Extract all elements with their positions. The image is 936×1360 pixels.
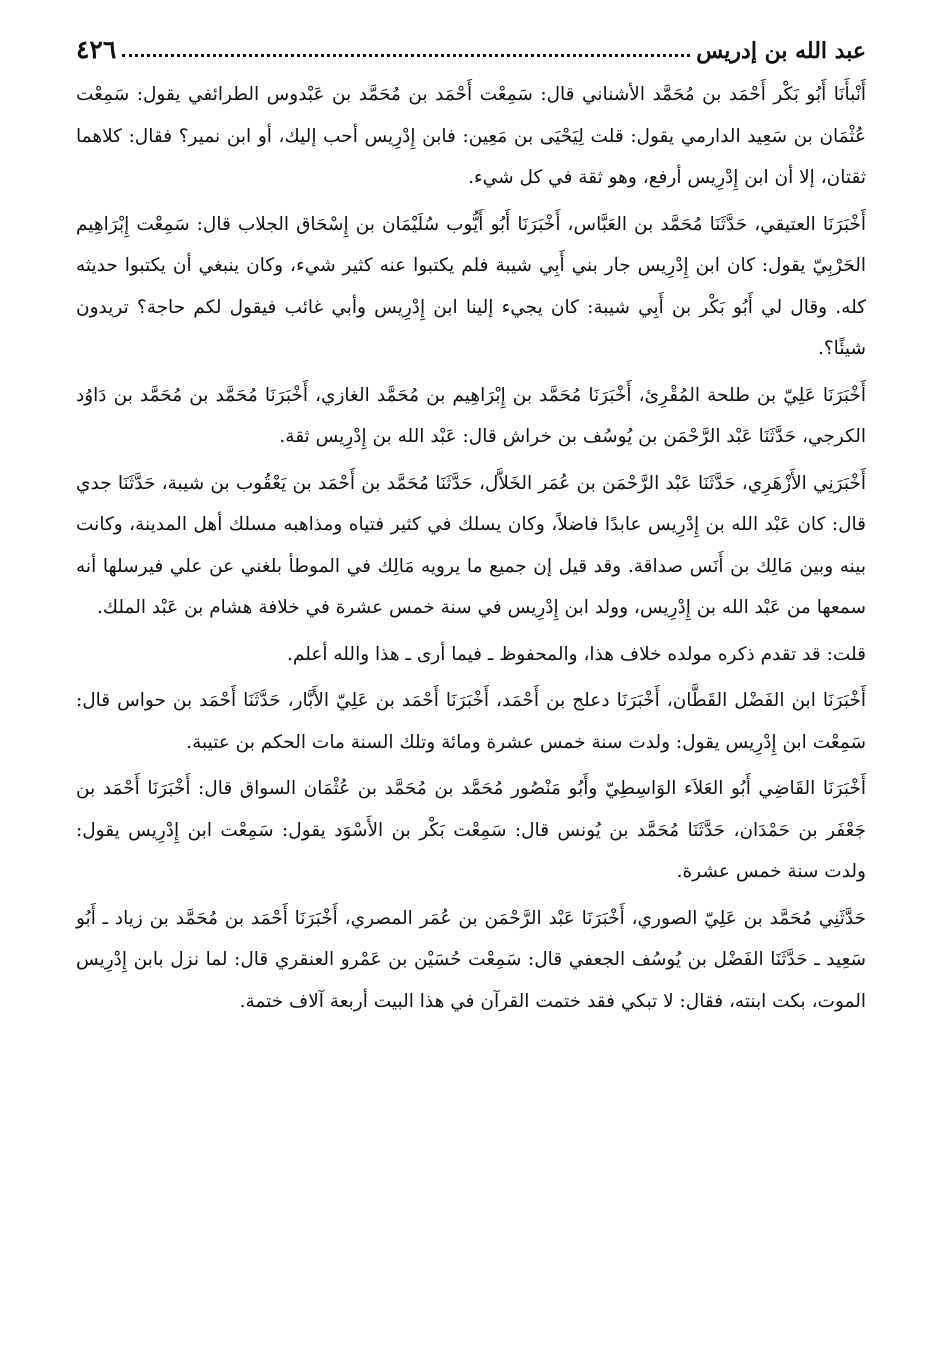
- book-page: [76, 30, 866, 1022]
- page-number: ٤٢٦: [76, 35, 117, 64]
- running-title: عبد الله بن إدريس: [696, 38, 866, 64]
- paragraph-7: أَخْبَرَنَا القَاضِي أَبُو العَلاَء الوَاسِطِيّ وأَبُو مَنْصُور مُحَمَّد بن مُحَمَّد بن عُثْمَان السواق قال: أَخْبَرَنَا أَحْمَد بن جَعْفَر بن حَمْدَان، حَدَّثَنَا مُحَمَّد بن يُونس قال: سَمِعْت بَكْر بن الأَسْوَد يقول: سَمِعْت ابن إِدْرِيس يقول: ولدت سنة خمس عشرة.: [76, 778, 866, 882]
- paragraph-6: أَخْبَرَنَا ابن الفَضْل القَطَّان، أَخْبَرَنَا دعلج بن أَحْمَد، أَخْبَرَنَا أَحْمَد بن عَلِيّ الأَبَّار، حَدَّثَنَا أَحْمَد بن حواس قال: سَمِعْت ابن إِدْرِيس يقول: ولدت سنة خمس عشرة ومائة وتلك السنة مات الحكم بن عتيبة.: [76, 690, 866, 753]
- paragraph-1: أَنْبأَنَا أَبُو بَكْر أَحْمَد بن مُحَمَّد الأشناني قال: سَمِعْت أَحْمَد بن مُحَمَّد بن عَبْدوس الطرائفي يقول: سَمِعْت عُثْمَان بن سَعِيد الدارمي يقول: قلت لِيَحْيَى بن مَعِين: فابن إِدْرِيس أحب إليك، أو ابن نمير؟ فقال: كلاهما ثقتان، إلا أن ابن إِدْرِيس أرفع، وهو ثقة في كل شيء.: [76, 84, 866, 188]
- body-text: [76, 74, 866, 1022]
- header-dotted-leader: [122, 54, 690, 57]
- page-header: [76, 30, 866, 64]
- paragraph-8: حَدَّثَنِي مُحَمَّد بن عَلِيّ الصوري، أَخْبَرَنَا عَبْد الرَّحْمَن بن عُمَر المصري، أَخْبَرَنَا أَحْمَد بن مُحَمَّد بن زياد ـ أَبُو سَعِيد ـ حَدَّثَنَا الفَضْل بن يُوسُف الجعفي قال: سَمِعْت حُسَيْن بن عَمْرو العنقري قال: لما نزل بابن إِدْرِيس الموت، بكت ابنته، فقال: لا تبكي فقد ختمت القرآن في هذا البيت أربعة آلاف ختمة.: [76, 907, 866, 1012]
- paragraph-3: أَخْبَرَنَا عَلِيّ بن طلحة المُقْرِئ، أَخْبَرَنَا مُحَمَّد بن إِبْرَاهِيم بن مُحَمَّد الغازي، أَخْبَرَنَا مُحَمَّد بن مُحَمَّد بن دَاوُد الكرجي، حَدَّثَنَا عَبْد الرَّحْمَن بن يُوسُف بن خراش قال: عَبْد الله بن إِدْرِيس ثقة.: [76, 384, 866, 447]
- paragraph-5: قلت: قد تقدم ذكره مولده خلاف هذا، والمحفوظ ـ فيما أرى ـ هذا والله أعلم.: [287, 643, 866, 665]
- paragraph-4: أَخْبَرَنِي الأَزْهَرِي، حَدَّثَنَا عَبْد الرَّحْمَن بن عُمَر الخَلاَّل، حَدَّثَنَا مُحَمَّد بن أَحْمَد بن يَعْقُوب بن شيبة، حَدَّثَنَا جدي قال: كان عَبْد الله بن إِدْرِيس عابدًا فاضلاً، وكان يسلك في كثير فتياه ومذاهبه مسلك أهل المدينة، وكانت بينه وبين مَالِك بن أَنَس صداقة. وقد قيل إن جميع ما يرويه مَالِك في الموطأ بلغني عن علي فيرسلها أنه سمعها من عَبْد الله بن إِدْرِيس، وولد ابن إِدْرِيس في سنة خمس عشرة في خلافة هشام بن عَبْد الملك.: [76, 472, 866, 618]
- paragraph-2: أَخْبَرَنَا العتيقي، حَدَّثَنَا مُحَمَّد بن العَبَّاس، أَخْبَرَنَا أَبُو أَيُّوب سُلَيْمَان بن إِسْحَاق الجلاب قال: سَمِعْت إِبْرَاهِيم الحَرْبِيّ يقول: كان ابن إِدْرِيس جار بني أَبِي شيبة فلم يكتبوا عنه كثير شيء، وكان ينبغي أن يكتبوا حديثه كله. وقال لي أَبُو بَكْر بن أَبِي شيبة: كان يجيء إلينا ابن إِدْرِيس وأبي غائب فيقول لكم حاجة؟ تريدون شيئًا؟.: [76, 213, 866, 359]
